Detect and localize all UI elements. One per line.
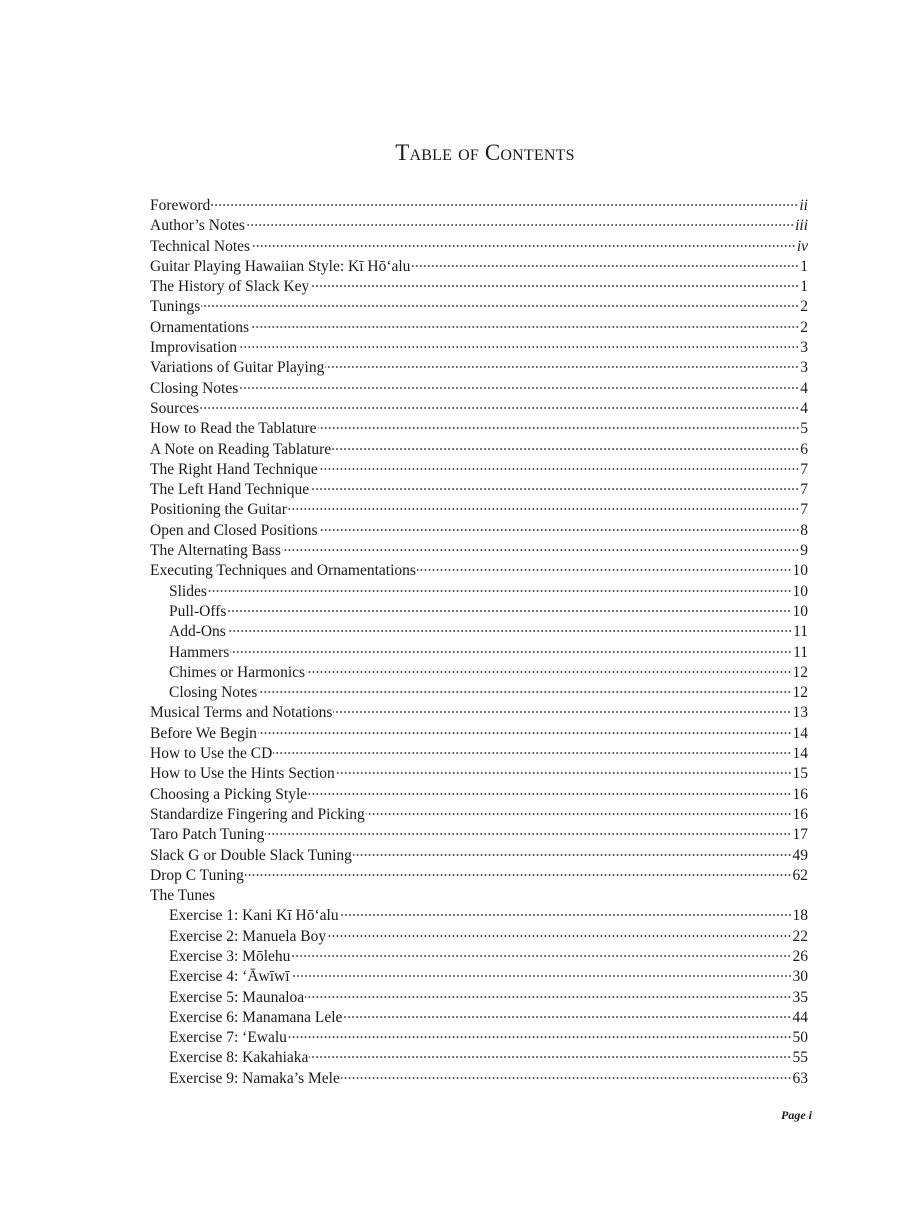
toc-entry [150, 460, 808, 480]
toc-entry-title: Executing Techniques and Ornamentations [150, 562, 416, 580]
toc-entry [150, 582, 808, 602]
toc-entry-title: Exercise 9: Namaka’s Mele [169, 1069, 340, 1087]
toc-entry-title: A Note on Reading Tablature [150, 440, 332, 458]
toc-entry [150, 927, 808, 947]
toc-entry-page-number: 63 [792, 1069, 808, 1087]
dot-leader [201, 305, 799, 307]
toc-entry-title: The Alternating Bass [150, 542, 281, 560]
toc-entry-title: How to Use the Hints Section [150, 765, 335, 783]
toc-entry [150, 825, 808, 845]
toc-entry-title: The Left Hand Technique [150, 481, 310, 499]
toc-entry-title: Exercise 7: ‘Ewalu [169, 1029, 287, 1047]
toc-entry [150, 643, 808, 663]
toc-entry-title: Exercise 6: Manamana Lele [169, 1008, 343, 1026]
toc-entry-page-number: 62 [792, 866, 808, 884]
toc-entry [150, 805, 808, 825]
toc-entry [150, 724, 808, 744]
toc-entry-title: Add-Ons [169, 623, 226, 641]
dot-leader [288, 1036, 792, 1038]
toc-entry-title: Sources [150, 399, 200, 417]
toc-entry-title: Exercise 2: Manuela Boy [169, 927, 327, 945]
dot-leader [318, 427, 800, 429]
toc-entry-page-number: 6 [800, 440, 808, 458]
toc-entry [150, 967, 808, 987]
toc-entry-page-number: 1 [800, 257, 808, 275]
toc-entry-title: Standardize Fingering and Picking [150, 805, 365, 823]
toc-entry-page-number: 13 [792, 704, 808, 722]
toc-entry-title: Author’s Notes [150, 217, 245, 235]
toc-entry-title: Closing Notes [169, 684, 258, 702]
toc-entry [150, 622, 808, 642]
toc-entry [150, 866, 808, 886]
dot-leader [230, 651, 792, 653]
toc-entry-page-number: 8 [800, 521, 808, 539]
toc-entry [150, 663, 808, 683]
dot-leader [336, 772, 792, 774]
toc-entry [150, 1048, 808, 1068]
toc-entry-page-number: 2 [800, 298, 808, 316]
toc-entry-title: Ornamentations [150, 318, 250, 336]
toc-entry-title: Musical Terms and Notations [150, 704, 333, 722]
dot-leader [291, 955, 791, 957]
toc-entry-page-number: 55 [792, 1049, 808, 1067]
toc-entry-title: The Right Hand Technique [150, 460, 318, 478]
toc-entry [150, 1028, 808, 1048]
dot-leader [327, 935, 791, 937]
toc-entry [150, 480, 808, 500]
toc-entry-title: Positioning the Guitar [150, 501, 287, 519]
dot-leader [310, 488, 799, 490]
toc-entry [150, 764, 808, 784]
toc-entry-title: How to Use the CD [150, 745, 273, 763]
toc-entry-page-number: 2 [800, 318, 808, 336]
toc-entry-title: Exercise 3: Mōlehu [169, 947, 291, 965]
toc-entry [150, 358, 808, 378]
table-of-contents [150, 196, 808, 1089]
toc-entry-page-number: 11 [793, 623, 808, 641]
page-title: Table of Contents [395, 140, 575, 165]
toc-entry-title: Open and Closed Positions [150, 521, 318, 539]
dot-leader [245, 874, 792, 876]
toc-entry-title: Closing Notes [150, 379, 239, 397]
toc-entry [150, 602, 808, 622]
dot-leader [319, 468, 799, 470]
toc-entry-page-number: 18 [792, 907, 808, 925]
dot-leader [340, 914, 792, 916]
toc-entry-page-number: 10 [792, 602, 808, 620]
page-number-footer: Page i [781, 1108, 812, 1122]
toc-entry-page-number: 4 [800, 379, 808, 397]
toc-entry-title: Hammers [169, 643, 230, 661]
dot-leader [227, 610, 791, 612]
toc-entry-title: How to Read the Tablature [150, 420, 317, 438]
toc-entry [150, 1008, 808, 1028]
dot-leader [251, 245, 796, 247]
toc-entry-title: Exercise 8: Kakahiaka [169, 1049, 309, 1067]
toc-entry-page-number: 14 [792, 745, 808, 763]
toc-entry [150, 521, 808, 541]
toc-entry-title: Technical Notes [150, 237, 251, 255]
dot-leader [308, 793, 791, 795]
toc-entry-page-number: 7 [800, 481, 808, 499]
toc-entry-page-number: 10 [792, 562, 808, 580]
dot-leader [309, 1056, 791, 1058]
dot-leader [282, 549, 799, 551]
toc-entry [150, 237, 808, 257]
toc-entry [150, 906, 808, 926]
toc-entry [150, 399, 808, 419]
dot-leader [310, 285, 799, 287]
dot-leader [341, 1077, 792, 1079]
toc-entry-page-number: iii [795, 217, 808, 235]
toc-entry [150, 500, 808, 520]
toc-entry-page-number: 22 [792, 927, 808, 945]
dot-leader [319, 529, 800, 531]
toc-entry-page-number: 16 [792, 805, 808, 823]
toc-entry-title: Slides [169, 582, 207, 600]
toc-entry-page-number: 3 [800, 359, 808, 377]
dot-leader [332, 448, 799, 450]
toc-entry-title: Exercise 5: Maunaloa [169, 988, 305, 1006]
toc-entry-page-number: 35 [792, 988, 808, 1006]
toc-entry-page-number: 50 [792, 1029, 808, 1047]
toc-entry [150, 541, 808, 561]
dot-leader [305, 996, 791, 998]
toc-entry-page-number: 26 [792, 947, 808, 965]
toc-entry [150, 419, 808, 439]
dot-leader [250, 326, 799, 328]
dot-leader [417, 569, 792, 571]
dot-leader [208, 590, 792, 592]
dot-leader [306, 671, 791, 673]
dot-leader [366, 813, 792, 815]
toc-entry-page-number: 49 [792, 846, 808, 864]
toc-entry [150, 561, 808, 581]
toc-entry-page-number: 5 [800, 420, 808, 438]
toc-entry-page-number: 9 [800, 542, 808, 560]
toc-entry-title: Drop C Tuning [150, 866, 244, 884]
toc-entry [150, 846, 808, 866]
dot-leader [343, 1016, 791, 1018]
toc-entry [150, 277, 808, 297]
toc-entry-title: Exercise 4: ‘Āwīwī [169, 968, 290, 986]
toc-entry-title: Chimes or Harmonics [169, 663, 306, 681]
dot-leader [258, 732, 792, 734]
toc-entry [150, 886, 808, 906]
toc-entry-title: Variations of Guitar Playing [150, 359, 325, 377]
toc-entry-title: The History of Slack Key [150, 278, 310, 296]
toc-entry [150, 988, 808, 1008]
toc-entry-page-number: 7 [800, 460, 808, 478]
toc-entry-title: Choosing a Picking Style [150, 785, 308, 803]
toc-entry-page-number: 3 [800, 339, 808, 357]
toc-entry-page-number: 44 [792, 1008, 808, 1026]
dot-leader [246, 224, 794, 226]
toc-entry-title: Improvisation [150, 339, 237, 357]
toc-entry-page-number: 30 [792, 968, 808, 986]
toc-entry-title: Taro Patch Tuning [150, 826, 265, 844]
dot-leader [239, 387, 799, 389]
dot-leader [273, 752, 791, 754]
toc-entry-page-number: iv [796, 237, 808, 255]
toc-entry-page-number: 1 [800, 278, 808, 296]
toc-entry-page-number: 12 [792, 663, 808, 681]
toc-entry-title: Before We Begin [150, 724, 257, 742]
toc-entry-title: Pull-Offs [169, 602, 227, 620]
toc-entry-title: Guitar Playing Hawaiian Style: Kī Hō‘alu [150, 257, 411, 275]
dot-leader [353, 854, 792, 856]
dot-leader [325, 366, 799, 368]
toc-entry-page-number: 15 [792, 765, 808, 783]
toc-entry [150, 947, 808, 967]
toc-entry [150, 440, 808, 460]
toc-entry [150, 379, 808, 399]
toc-entry-page-number: 4 [800, 399, 808, 417]
dot-leader [333, 711, 791, 713]
dot-leader [288, 508, 799, 510]
toc-entry [150, 257, 808, 277]
toc-entry [150, 744, 808, 764]
toc-entry [150, 683, 808, 703]
toc-entry [150, 216, 808, 236]
toc-entry [150, 703, 808, 723]
toc-entry-title: Tunings [150, 298, 201, 316]
toc-entry [150, 318, 808, 338]
dot-leader [227, 630, 792, 632]
toc-entry-page-number: 12 [792, 684, 808, 702]
toc-entry-title: Slack G or Double Slack Tuning [150, 846, 352, 864]
toc-entry [150, 338, 808, 358]
dot-leader [411, 265, 799, 267]
toc-entry-title: The Tunes [150, 887, 216, 905]
dot-leader [291, 975, 792, 977]
toc-entry-page-number: 14 [792, 724, 808, 742]
toc-entry [150, 297, 808, 317]
toc-entry-title: Exercise 1: Kani Kī Hō‘alu [169, 907, 339, 925]
toc-entry [150, 1069, 808, 1089]
toc-entry [150, 785, 808, 805]
dot-leader [258, 691, 791, 693]
dot-leader [238, 346, 799, 348]
toc-entry-page-number: 10 [792, 582, 808, 600]
toc-entry-page-number: 16 [792, 785, 808, 803]
dot-leader [211, 204, 798, 206]
toc-entry-title: Foreword [150, 197, 211, 214]
toc-entry-page-number: 17 [792, 826, 808, 844]
toc-entry-page-number: ii [799, 197, 808, 214]
dot-leader [265, 833, 791, 835]
dot-leader [200, 407, 799, 409]
toc-entry-page-number: 7 [800, 501, 808, 519]
toc-entry-page-number: 11 [793, 643, 808, 661]
toc-entry [150, 196, 808, 216]
